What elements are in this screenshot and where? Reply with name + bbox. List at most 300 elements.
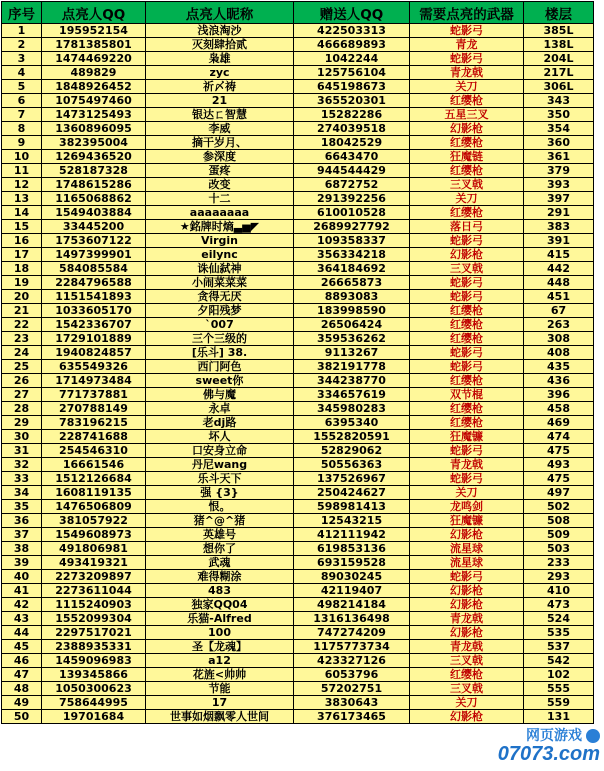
cell-floor: 408 [524,346,594,360]
cell-index: 25 [2,360,42,374]
cell-weapon: 蛇影弓 [410,346,524,360]
cell-lighter-qq: 489829 [42,66,146,80]
cell-lighter-nickname: 蛋疼 [146,164,294,178]
cell-lighter-nickname: 花旌<帅帅 [146,668,294,682]
cell-lighter-qq: 16661546 [42,458,146,472]
cell-floor: 391 [524,234,594,248]
header-lighter-nickname: 点亮人昵称 [146,2,294,24]
cell-index: 17 [2,248,42,262]
cell-index: 20 [2,290,42,304]
cell-floor: 410 [524,584,594,598]
table-row [2,374,594,388]
cell-lighter-qq: 1474469220 [42,52,146,66]
cell-giver-qq: 9113267 [294,346,410,360]
cell-lighter-nickname: 改变 [146,178,294,192]
table-row [2,598,594,612]
cell-weapon: 蛇影弓 [410,472,524,486]
cell-floor: 204L [524,52,594,66]
cell-lighter-qq: 491806981 [42,542,146,556]
cell-lighter-qq: 2284796588 [42,276,146,290]
cell-index: 40 [2,570,42,584]
cell-lighter-qq: 1848926452 [42,80,146,94]
cell-giver-qq: 376173465 [294,710,410,724]
table-row [2,304,594,318]
cell-weapon: 青龙戟 [410,458,524,472]
table-row [2,458,594,472]
cell-lighter-nickname: 诛仙弑神 [146,262,294,276]
cell-weapon: 青龙戟 [410,612,524,626]
cell-weapon: 流星球 [410,556,524,570]
cell-lighter-nickname: 强 {3} [146,486,294,500]
cell-lighter-qq: 1542336707 [42,318,146,332]
cell-lighter-nickname: 坏人 [146,430,294,444]
cell-giver-qq: 6643470 [294,150,410,164]
cell-index: 41 [2,584,42,598]
cell-lighter-nickname: 英雄号 [146,528,294,542]
cell-floor: 559 [524,696,594,710]
cell-giver-qq: 598981413 [294,500,410,514]
cell-index: 8 [2,122,42,136]
cell-index: 38 [2,542,42,556]
table-row [2,136,594,150]
table-row [2,640,594,654]
cell-weapon: 幻影枪 [410,626,524,640]
cell-index: 13 [2,192,42,206]
table-body [2,24,594,724]
cell-lighter-qq: 228741688 [42,430,146,444]
table-row [2,178,594,192]
cell-weapon: 红缨枪 [410,206,524,220]
cell-lighter-nickname: 丹尼wang [146,458,294,472]
cell-lighter-qq: 1115240903 [42,598,146,612]
table-row [2,556,594,570]
cell-lighter-qq: 1608119135 [42,486,146,500]
cell-floor: 383 [524,220,594,234]
cell-floor: 475 [524,444,594,458]
cell-index: 16 [2,234,42,248]
table-row [2,570,594,584]
cell-lighter-qq: 758644995 [42,696,146,710]
table-row [2,234,594,248]
cell-floor: 473 [524,598,594,612]
cell-weapon: 落日弓 [410,220,524,234]
cell-floor: 537 [524,640,594,654]
table-row [2,192,594,206]
cell-floor: 354 [524,122,594,136]
cell-lighter-nickname: 17 [146,696,294,710]
table-row [2,150,594,164]
table-row [2,696,594,710]
cell-index: 44 [2,626,42,640]
cell-floor: 233 [524,556,594,570]
cell-lighter-nickname: 贪得无厌 [146,290,294,304]
table-row [2,122,594,136]
cell-index: 24 [2,346,42,360]
cell-weapon: 蛇影弓 [410,570,524,584]
cell-floor: 308 [524,332,594,346]
table-row [2,360,594,374]
cell-lighter-qq: 528187328 [42,164,146,178]
cell-giver-qq: 26665873 [294,276,410,290]
cell-giver-qq: 334657619 [294,388,410,402]
cell-giver-qq: 89030245 [294,570,410,584]
cell-lighter-nickname: 武魂 [146,556,294,570]
cell-weapon: 蛇影弓 [410,52,524,66]
cell-giver-qq: 6872752 [294,178,410,192]
cell-index: 26 [2,374,42,388]
table-row [2,542,594,556]
cell-lighter-nickname: sweet你 [146,374,294,388]
cell-giver-qq: 15282286 [294,108,410,122]
cell-giver-qq: 423327126 [294,654,410,668]
cell-giver-qq: 645198673 [294,80,410,94]
cell-lighter-nickname: 节能 [146,682,294,696]
cell-floor: 502 [524,500,594,514]
cell-giver-qq: 1316136498 [294,612,410,626]
cell-lighter-qq: 1476506809 [42,500,146,514]
header-row [2,2,594,24]
cell-floor: 397 [524,192,594,206]
cell-lighter-qq: 1549403884 [42,206,146,220]
cell-weapon: 幻影枪 [410,710,524,724]
cell-lighter-nickname: 参深度 [146,150,294,164]
cell-index: 1 [2,24,42,38]
cell-weapon: 红缨枪 [410,318,524,332]
cell-index: 49 [2,696,42,710]
cell-floor: 138L [524,38,594,52]
cell-lighter-nickname: 李威 [146,122,294,136]
cell-lighter-nickname: 483 [146,584,294,598]
cell-weapon: 幻影枪 [410,528,524,542]
cell-index: 2 [2,38,42,52]
cell-weapon: 红缨枪 [410,304,524,318]
cell-weapon: 红缨枪 [410,668,524,682]
cell-giver-qq: 18042529 [294,136,410,150]
table-row [2,654,594,668]
cell-floor: 448 [524,276,594,290]
cell-floor: 508 [524,514,594,528]
cell-giver-qq: 944544429 [294,164,410,178]
table-row [2,500,594,514]
cell-weapon: 红缨枪 [410,402,524,416]
cell-giver-qq: 345980283 [294,402,410,416]
cell-index: 37 [2,528,42,542]
table-row [2,388,594,402]
cell-weapon: 蛇影弓 [410,24,524,38]
cell-index: 29 [2,416,42,430]
cell-giver-qq: 250424627 [294,486,410,500]
cell-lighter-qq: 1748615286 [42,178,146,192]
cell-lighter-nickname: 夕阳残梦 [146,304,294,318]
table-row [2,276,594,290]
cell-index: 4 [2,66,42,80]
cell-lighter-qq: 1714973484 [42,374,146,388]
cell-floor: 497 [524,486,594,500]
cell-index: 42 [2,598,42,612]
cell-lighter-qq: 493419321 [42,556,146,570]
cell-giver-qq: 125756104 [294,66,410,80]
cell-weapon: 幻影枪 [410,248,524,262]
cell-index: 28 [2,402,42,416]
cell-lighter-qq: 1033605170 [42,304,146,318]
cell-lighter-nickname: 猪^@^猪 [146,514,294,528]
cell-index: 3 [2,52,42,66]
cell-giver-qq: 382191778 [294,360,410,374]
cell-lighter-qq: 635549326 [42,360,146,374]
cell-floor: 469 [524,416,594,430]
cell-lighter-nickname: 老dj路 [146,416,294,430]
cell-weapon: 红缨枪 [410,416,524,430]
cell-weapon: 幻影枪 [410,122,524,136]
cell-giver-qq: 412111942 [294,528,410,542]
table-row [2,248,594,262]
cell-weapon: 蛇影弓 [410,234,524,248]
cell-lighter-nickname: 想你了 [146,542,294,556]
cell-floor: 474 [524,430,594,444]
cell-lighter-nickname: 祈〆祷 [146,80,294,94]
cell-giver-qq: 6395340 [294,416,410,430]
cell-giver-qq: 42119407 [294,584,410,598]
cell-lighter-qq: 1729101889 [42,332,146,346]
cell-floor: 509 [524,528,594,542]
cell-giver-qq: 365520301 [294,94,410,108]
watermark-line1: 网页游戏 [526,727,582,743]
cell-lighter-qq: 1075497460 [42,94,146,108]
cell-lighter-nickname: 21 [146,94,294,108]
cell-floor: 67 [524,304,594,318]
cell-lighter-qq: 1940824857 [42,346,146,360]
cell-lighter-nickname: ★銘牌时熵▃▅◤ [146,220,294,234]
table-row [2,220,594,234]
cell-floor: 131 [524,710,594,724]
cell-lighter-qq: 139345866 [42,668,146,682]
cell-giver-qq: 344238770 [294,374,410,388]
site-watermark [497,725,602,771]
cell-index: 7 [2,108,42,122]
cell-lighter-qq: 1512126684 [42,472,146,486]
watermark-line2: 07073.com [497,743,600,765]
cell-index: 43 [2,612,42,626]
cell-lighter-qq: 19701684 [42,710,146,724]
cell-weapon: 蛇影弓 [410,360,524,374]
cell-floor: 451 [524,290,594,304]
cell-floor: 102 [524,668,594,682]
cell-giver-qq: 291392256 [294,192,410,206]
cell-floor: 393 [524,178,594,192]
cell-weapon: 三叉戟 [410,178,524,192]
cell-lighter-qq: 1165068862 [42,192,146,206]
table-row [2,66,594,80]
cell-lighter-qq: 254546310 [42,444,146,458]
cell-weapon: 红缨枪 [410,94,524,108]
cell-index: 33 [2,472,42,486]
cell-weapon: 关刀 [410,486,524,500]
cell-floor: 524 [524,612,594,626]
table-row [2,24,594,38]
header-index: 序号 [2,2,42,24]
cell-index: 14 [2,206,42,220]
cell-weapon: 关刀 [410,80,524,94]
cell-floor: 442 [524,262,594,276]
cell-giver-qq: 359536262 [294,332,410,346]
cell-lighter-nickname: a12 [146,654,294,668]
cell-giver-qq: 57202751 [294,682,410,696]
cell-weapon: 狂魔链 [410,150,524,164]
cell-index: 34 [2,486,42,500]
cell-weapon: 三叉戟 [410,654,524,668]
cell-giver-qq: 619853136 [294,542,410,556]
cell-index: 35 [2,500,42,514]
table-row [2,262,594,276]
cell-floor: 396 [524,388,594,402]
cell-index: 45 [2,640,42,654]
cell-index: 6 [2,94,42,108]
table-row [2,430,594,444]
cell-lighter-qq: 1473125493 [42,108,146,122]
cell-lighter-nickname: 世事如烟飘零人世间 [146,710,294,724]
cell-lighter-nickname: 乐斗天下 [146,472,294,486]
cell-floor: 361 [524,150,594,164]
cell-index: 21 [2,304,42,318]
cell-weapon: 红缨枪 [410,374,524,388]
cell-giver-qq: 2689927792 [294,220,410,234]
cell-floor: 542 [524,654,594,668]
cell-floor: 436 [524,374,594,388]
cell-weapon: 关刀 [410,192,524,206]
table-row [2,206,594,220]
cell-weapon: 幻影枪 [410,584,524,598]
cell-index: 12 [2,178,42,192]
cell-floor: 306L [524,80,594,94]
cell-lighter-qq: 2273611044 [42,584,146,598]
cell-giver-qq: 422503313 [294,24,410,38]
table-row [2,710,594,724]
cell-giver-qq: 183998590 [294,304,410,318]
cell-floor: 555 [524,682,594,696]
cell-lighter-nickname: 佛与魔 [146,388,294,402]
table-row [2,682,594,696]
cell-index: 10 [2,150,42,164]
cell-weapon: 幻影枪 [410,598,524,612]
cell-giver-qq: 274039518 [294,122,410,136]
cell-lighter-qq: 2273209897 [42,570,146,584]
cell-floor: 263 [524,318,594,332]
table-row [2,94,594,108]
cell-floor: 458 [524,402,594,416]
cell-lighter-qq: 783196215 [42,416,146,430]
cell-weapon: 蛇影弓 [410,444,524,458]
cell-lighter-nickname: eilync [146,248,294,262]
table-row [2,108,594,122]
cell-lighter-qq: 1497399901 [42,248,146,262]
header-giver-qq: 赠送人QQ [294,2,410,24]
cell-weapon: 红缨枪 [410,136,524,150]
cell-index: 48 [2,682,42,696]
cell-lighter-nickname: 永卓 [146,402,294,416]
table-row [2,528,594,542]
cell-lighter-nickname: Virgin [146,234,294,248]
cell-giver-qq: 137526967 [294,472,410,486]
table-row [2,626,594,640]
cell-floor: 217L [524,66,594,80]
cell-index: 19 [2,276,42,290]
cell-weapon: 青龙戟 [410,66,524,80]
cell-lighter-nickname: aaaaaaaa [146,206,294,220]
cell-lighter-nickname: 枭雄 [146,52,294,66]
cell-weapon: 三叉戟 [410,262,524,276]
cell-weapon: 双节棍 [410,388,524,402]
cell-giver-qq: 1175773734 [294,640,410,654]
cell-weapon: 五星三叉 [410,108,524,122]
cell-lighter-qq: 382395004 [42,136,146,150]
cell-floor: 535 [524,626,594,640]
cell-giver-qq: 364184692 [294,262,410,276]
cell-weapon: 青龙戟 [410,640,524,654]
cell-weapon: 红缨枪 [410,332,524,346]
cell-index: 18 [2,262,42,276]
cell-giver-qq: 1552820591 [294,430,410,444]
cell-lighter-qq: 1269436520 [42,150,146,164]
cell-weapon: 狂魔镰 [410,514,524,528]
cell-giver-qq: 466689893 [294,38,410,52]
header-lighter-qq: 点亮人QQ [42,2,146,24]
cell-giver-qq: 747274209 [294,626,410,640]
cell-floor: 385L [524,24,594,38]
table-row [2,486,594,500]
cell-index: 39 [2,556,42,570]
table-row [2,346,594,360]
cell-lighter-nickname: zyc [146,66,294,80]
cell-giver-qq: 1042244 [294,52,410,66]
table-row [2,584,594,598]
cell-weapon: 狂魔镰 [410,430,524,444]
cell-lighter-qq: 1552099304 [42,612,146,626]
cell-lighter-qq: 584085584 [42,262,146,276]
table-row [2,472,594,486]
cell-weapon: 龙鸣剑 [410,500,524,514]
cell-giver-qq: 12543215 [294,514,410,528]
cell-lighter-qq: 2297517021 [42,626,146,640]
header-weapon: 需要点亮的武器 [410,2,524,24]
cell-weapon: 关刀 [410,696,524,710]
cell-index: 32 [2,458,42,472]
table-row [2,668,594,682]
cell-lighter-qq: 1050300623 [42,682,146,696]
cell-lighter-nickname: 恨。 [146,500,294,514]
cell-lighter-qq: 195952154 [42,24,146,38]
cell-lighter-nickname: 浅浪淘沙 [146,24,294,38]
cell-weapon: 流星球 [410,542,524,556]
cell-giver-qq: 6053796 [294,668,410,682]
cell-index: 50 [2,710,42,724]
weapon-lighting-table [1,1,594,724]
cell-index: 27 [2,388,42,402]
watermark-logo-icon [586,729,600,743]
cell-lighter-qq: 1151541893 [42,290,146,304]
cell-lighter-nickname: 圣【龙魂】 [146,640,294,654]
cell-giver-qq: 356334218 [294,248,410,262]
cell-floor: 493 [524,458,594,472]
table-row [2,318,594,332]
cell-lighter-qq: 270788149 [42,402,146,416]
cell-lighter-nickname: 银达ㄈ智慧 [146,108,294,122]
cell-lighter-nickname: 灭刻肆拾贰 [146,38,294,52]
cell-giver-qq: 3830643 [294,696,410,710]
cell-giver-qq: 693159528 [294,556,410,570]
cell-floor: 415 [524,248,594,262]
cell-giver-qq: 498214184 [294,598,410,612]
cell-lighter-nickname: 口安身立命 [146,444,294,458]
